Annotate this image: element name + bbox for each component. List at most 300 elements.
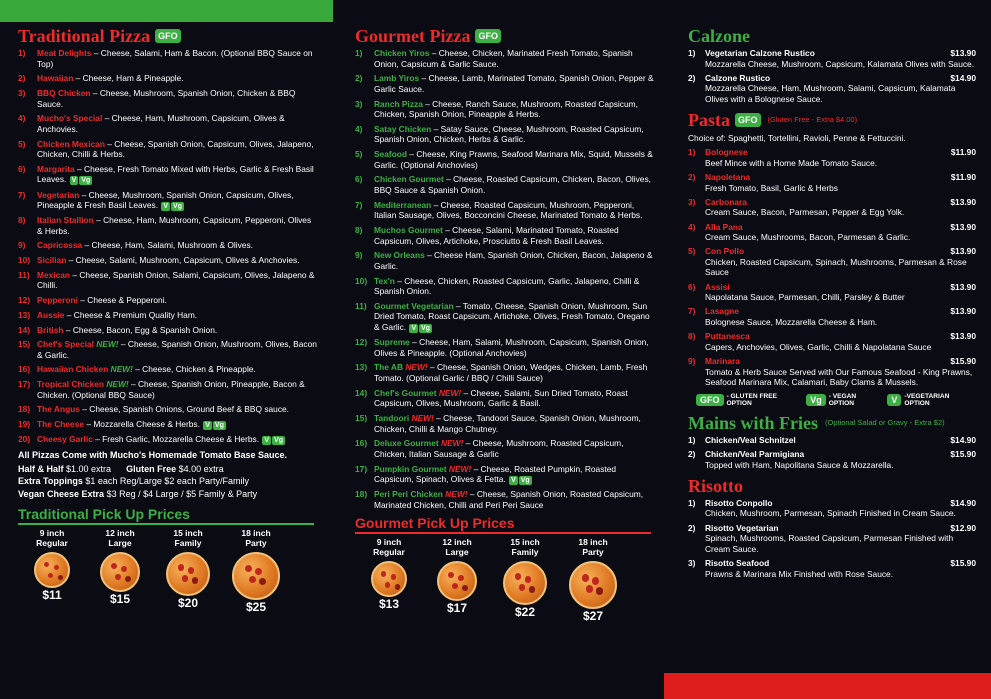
item-description: – Cheese, Spanish Onion, Roasted Capsicum, Marinated Chicken, Chilli and Peri Peri Sauce: [374, 489, 644, 510]
item-number: 10): [18, 255, 31, 266]
item-name: Sicilian: [37, 255, 67, 266]
item-number: 2): [18, 73, 26, 84]
traditional-pickup: [18, 505, 318, 615]
item-description: Topped with Ham, Napolitana Sauce & Mozzarella.: [705, 459, 894, 470]
item-body: [37, 88, 318, 109]
size-option: [423, 537, 491, 621]
item-number: 6): [355, 174, 363, 185]
item-description: – Cheese, Roasted Capsicum, Mushroom, Pepperoni, Italian Sausage, Olives, Bocconcini Cheese, Marinated Tomato & Herbs.: [374, 199, 643, 221]
item-number: 5): [355, 149, 363, 160]
item-body: [37, 310, 197, 321]
vegetarian-badge: V: [264, 437, 270, 445]
half-price: $1.00 extra: [66, 463, 112, 474]
item-price: $14.90: [950, 497, 976, 508]
item-description: – Cheese, Spanish Onion, Salami, Capsicum, Olives, Jalapeno & Chilli.: [37, 269, 315, 291]
size-inch: 18 inch: [578, 537, 608, 548]
menu-item: [688, 558, 976, 579]
menu-item: [18, 164, 318, 186]
item-name: Marinara: [705, 356, 740, 366]
item-name: Vegetarian Calzone Rustico: [705, 48, 815, 58]
size-option: [491, 537, 559, 621]
menu-item: [688, 172, 976, 193]
item-name: Ranch Pizza: [374, 98, 423, 109]
item-number: 1): [688, 434, 696, 445]
item-price: $15.90: [950, 356, 976, 366]
item-number: 4): [688, 221, 696, 232]
item-body: [37, 73, 184, 84]
item-number: 4): [18, 113, 26, 124]
menu-item: [18, 270, 318, 291]
vegan-cheese-line: [18, 488, 318, 501]
new-tag: NEW!: [411, 412, 434, 423]
item-description: – Cheese, Fresh Tomato Mixed with Herbs, Garlic & Fresh Basil Leaves.: [37, 163, 314, 185]
item-description: Capers, Anchovies, Olives, Garlic, Chilli & Napolatana Sauce: [705, 341, 932, 352]
item-description: – Cheese Ham, Spanish Onion, Chicken, Bacon, Jalapeno & Garlic.: [374, 250, 653, 271]
size-price: $11: [42, 588, 62, 603]
item-description: Mozzarella Cheese, Mushroom, Capsicum, Kalamata Olives with Sauce.: [705, 58, 975, 69]
mains-title: [688, 411, 976, 435]
item-description: Prawns & Marinara Mix Finished with Rose Sauce.: [705, 568, 894, 579]
menu-item: [18, 325, 318, 336]
item-number: 3): [18, 87, 26, 98]
item-name: Puttanesca: [705, 331, 750, 342]
size-inch: 9 inch: [376, 537, 402, 548]
item-body: [37, 190, 318, 212]
menu-item: [18, 190, 318, 212]
item-body: [705, 331, 976, 352]
item-number: 6): [18, 163, 26, 174]
item-name: Mexican: [37, 269, 71, 280]
size-price: $13: [378, 597, 400, 612]
item-number: 16): [355, 438, 368, 449]
size-price: $22: [514, 605, 536, 620]
calzone-list: [688, 48, 976, 105]
pizza-icon: [34, 552, 70, 588]
item-description: Napolatana Sauce, Parmesan, Chilli, Parsley & Butter: [705, 292, 905, 303]
item-body: [705, 172, 976, 193]
item-number: 15): [355, 412, 368, 423]
extra-price: $1 each Reg/Large $2 each Party/Family: [85, 476, 249, 487]
item-name: Cheesy Garlic: [37, 434, 93, 445]
item-description: – Cheese, Spanish Onion, Capsicum, Olives, Jalapeno, Chicken, Chilli & Herbs.: [37, 138, 314, 160]
menu-item: [18, 113, 318, 134]
item-description: – Cheese, Chicken, Roasted Capsicum, Garlic, Jalapeno, Chilli & Spanish Onion.: [374, 275, 640, 297]
menu-item: [355, 124, 655, 145]
new-tag: NEW!: [445, 489, 468, 500]
risotto-title: [688, 474, 976, 498]
item-body: [374, 464, 655, 486]
item-description: Cream Sauce, Bacon, Parmesan, Pepper & Egg Yolk.: [705, 207, 905, 218]
item-price: $13.90: [950, 331, 976, 342]
size-label: Party: [582, 547, 604, 558]
item-body: [374, 200, 655, 221]
item-name: Hawaiian: [37, 73, 74, 84]
item-number: 17): [18, 379, 31, 390]
item-description: – Cheese, Spanish Onions, Ground Beef & BBQ sauce.: [79, 404, 290, 415]
item-name: British: [37, 324, 64, 335]
item-description: Cream Sauce, Mushrooms, Bacon, Parmesan & Garlic.: [705, 232, 911, 243]
new-tag: NEW!: [405, 362, 428, 373]
item-number: 3): [688, 557, 696, 568]
item-name: Chef's Gourmet: [374, 387, 437, 398]
item-description: – Cheese, Ham, Salami, Mushroom, Capsicum, Spanish Onion, Olives & Pineapple. (Optional Anchovies): [374, 337, 649, 358]
item-number: 1): [688, 48, 696, 58]
mains-list: [688, 435, 976, 470]
item-name: Tandoori: [374, 412, 410, 423]
item-description: – Cheese, Salami, Marinated Tomato, Roasted Capsicum, Olives, Artichoke, Prosciutto & Fresh Basil Leaves.: [374, 224, 619, 246]
item-body: [374, 301, 655, 333]
gfo-badge: GFO: [475, 29, 501, 43]
vegetarian-badge: V: [163, 203, 169, 211]
base-note: All Pizzas Come with Mucho's Homemade Tomato Base Sauce.: [18, 450, 288, 461]
item-price: $13.90: [950, 196, 976, 207]
traditional-list: [18, 48, 318, 445]
item-price: $13.90: [950, 48, 976, 58]
item-head: [705, 306, 976, 317]
menu-item: [18, 139, 318, 160]
item-number: 1): [688, 497, 696, 508]
item-number: 11): [18, 269, 30, 280]
item-number: 1): [355, 48, 363, 58]
size-option: [355, 537, 423, 621]
item-number: 1): [688, 147, 696, 158]
menu-item: [355, 200, 655, 221]
item-body: [37, 240, 253, 251]
menu-item: [355, 174, 655, 195]
item-name: The Angus: [37, 404, 80, 415]
item-price: $13.90: [950, 221, 976, 232]
size-option: [86, 528, 154, 612]
size-option: [222, 528, 290, 615]
item-description: – Tomato, Cheese, Spanish Onion, Mushroom, Sun Dried Tomato, Roast Capsicum, Artichoke, Olives, Fresh Tomato, Oregano & Garlic.: [374, 300, 650, 332]
pizza-icon: [437, 561, 477, 601]
item-number: 10): [355, 275, 368, 286]
traditional-title-text: Traditional Pizza: [18, 26, 151, 46]
menu-item: [355, 149, 655, 170]
item-description: – Cheese, Ranch Sauce, Mushroom, Roasted Capsicum, Chicken, Spanish Onion, Pineapple & Herbs.: [374, 98, 638, 120]
item-name: Chicken Gourmet: [374, 174, 444, 185]
item-body: [705, 246, 976, 278]
gourmet-title: [355, 24, 655, 48]
menu-item: [18, 404, 318, 415]
item-description: – Cheese, Ham, Mushroom, Capsicum, Pepperoni, Olives & Herbs.: [37, 215, 312, 236]
vegetarian-badge: V: [411, 325, 417, 332]
item-body: [374, 362, 655, 383]
item-number: 2): [688, 171, 696, 182]
item-number: 13): [18, 309, 31, 320]
traditional-pickup-title: Traditional Pick Up Prices: [18, 506, 190, 523]
item-name: Deluxe Gourmet: [374, 438, 439, 449]
item-head: [705, 523, 976, 534]
menu-item: [688, 48, 976, 69]
size-option: [559, 537, 627, 624]
item-number: 18): [355, 489, 368, 500]
item-body: [374, 48, 655, 69]
size-price: $17: [446, 601, 468, 616]
vegan-badge: Vg: [81, 177, 91, 185]
item-description: Fresh Tomato, Basil, Garlic & Herbs: [705, 182, 838, 193]
item-name: Risotto Conpollo: [705, 497, 773, 508]
gfo-badge: GFO: [735, 113, 761, 127]
item-description: – Cheese, Mushroom, Roasted Capsicum, Chicken, Italian Sausage & Garlic: [374, 438, 624, 459]
item-body: [374, 276, 655, 297]
extra-label: Extra Toppings: [18, 476, 83, 487]
menu-item: [18, 364, 318, 375]
item-head: [705, 498, 976, 509]
size-inch: 9 inch: [39, 528, 65, 539]
item-name: Mediterranean: [374, 199, 432, 210]
item-number: 8): [355, 224, 363, 235]
menu-item: [355, 276, 655, 297]
item-name: Italian Stallion: [37, 215, 94, 226]
item-body: [705, 147, 976, 168]
item-name: Muchos Gourmet: [374, 224, 443, 235]
gfo-legend-text: - GLUTEN FREE OPTION: [726, 392, 778, 407]
item-description: – Cheese, Ham, Mushroom, Capsicum, Olives & Anchovies.: [37, 113, 285, 134]
bottom-red-bar: [664, 673, 991, 699]
item-body: [37, 419, 226, 430]
new-tag: NEW!: [110, 364, 133, 375]
vegan-label: Vegan Cheese Extra: [18, 488, 105, 499]
item-description: – Cheese, Ham, Salami, Mushroom & Olives.: [82, 240, 253, 251]
item-body: [705, 523, 976, 555]
risotto-list: [688, 498, 976, 579]
item-head: [705, 356, 976, 367]
mains-note: (Optional Salad or Gravy - Extra $2): [825, 417, 945, 427]
pasta-title: [688, 108, 976, 132]
item-head: [705, 449, 976, 460]
item-name: Lamb Yiros: [374, 73, 420, 84]
menu-item: [688, 331, 976, 352]
vegetarian-badge: V: [205, 422, 210, 430]
vegetarian-badge: V: [71, 177, 77, 185]
item-head: [705, 48, 976, 59]
gourmet-sizes: [355, 537, 655, 624]
size-label: Large: [445, 547, 469, 558]
menu-item: [355, 464, 655, 486]
menu-item: [688, 73, 976, 105]
item-body: [374, 99, 655, 120]
pizza-icon: [503, 561, 547, 605]
new-tag: NEW!: [448, 463, 472, 474]
item-name: Peri Peri Chicken: [374, 489, 443, 500]
size-option: [18, 528, 86, 612]
menu-item: [355, 388, 655, 409]
pasta-note: (Gluten Free - Extra $4.00): [767, 115, 858, 125]
menu-item: [18, 339, 318, 360]
gourmet-list: [355, 48, 655, 510]
vegan-badge: Vg: [274, 437, 283, 445]
menu-item: [688, 435, 976, 446]
item-name: Satay Chicken: [374, 123, 432, 134]
item-description: Mozzarella Cheese, Ham, Mushroom, Salami, Capsicum, Kalamata Olives with a Bolognese Sauce.: [705, 83, 956, 104]
gluten-price: $4.00 extra: [178, 463, 224, 474]
item-number: 4): [355, 123, 363, 134]
gourmet-title-text: Gourmet Pizza: [355, 26, 471, 46]
item-number: 9): [18, 240, 26, 251]
item-head: [705, 73, 976, 84]
item-number: 7): [18, 189, 26, 200]
item-description: – Mozzarella Cheese & Herbs.: [84, 419, 200, 430]
item-head: [705, 331, 976, 342]
item-number: 11): [355, 300, 367, 311]
size-inch: 15 inch: [510, 537, 540, 548]
item-body: [374, 337, 655, 358]
new-tag: NEW!: [96, 339, 119, 350]
item-head: [705, 282, 976, 293]
item-name: Chef's Special: [37, 339, 94, 350]
item-body: [37, 255, 300, 266]
item-body: [37, 270, 318, 291]
top-green-bar: [0, 0, 333, 22]
traditional-title: [18, 24, 318, 48]
menu-item: [688, 449, 976, 470]
item-body: [37, 164, 318, 186]
item-description: Spinach, Mushrooms, Roasted Capsicum, Parmesan Finished with Cream Sauce.: [705, 533, 954, 554]
menu-item: [355, 225, 655, 246]
diet-legend: [696, 393, 976, 407]
item-description: – Cheese, Salami, Mushroom, Capsicum, Olives & Anchovies.: [66, 255, 300, 266]
item-name: Risotto Seafood: [705, 557, 770, 568]
item-number: 5): [18, 138, 26, 149]
menu-item: [18, 240, 318, 251]
item-head: [705, 222, 976, 233]
pizza-icon: [569, 561, 617, 609]
gourmet-pickup: [355, 514, 655, 624]
item-number: 12): [355, 337, 368, 348]
item-description: – Cheese, Chicken & Pineapple.: [132, 364, 256, 375]
item-number: 15): [18, 339, 31, 350]
risotto-title-text: Risotto: [688, 475, 743, 496]
menu-item: [688, 147, 976, 168]
menu-item: [18, 379, 318, 400]
item-description: – Cheese, Mushroom, Spanish Onion, Chicken & BBQ Sauce.: [37, 87, 296, 109]
item-name: Margarita: [37, 163, 75, 174]
item-number: 7): [688, 306, 696, 317]
traditional-column: [18, 24, 318, 615]
item-number: 3): [688, 196, 696, 207]
item-description: – Fresh Garlic, Mozzarella Cheese & Herbs.: [92, 434, 260, 445]
item-description: Tomato & Herb Sauce Served with Our Famous Seafood - King Prawns, Seafood Marinara Mix, Calamari, Baby Clams & Mussels.: [705, 366, 973, 388]
half-gluten-line: [18, 463, 318, 476]
menu-item: [18, 88, 318, 109]
menu-item: [18, 419, 318, 430]
item-body: [37, 364, 256, 375]
item-number: 8): [688, 331, 696, 342]
item-number: 9): [355, 250, 363, 261]
right-column: [688, 24, 976, 583]
size-option: [154, 528, 222, 612]
item-name: Aussie: [37, 309, 65, 320]
menu-item: [18, 310, 318, 321]
vegan-badge: Vg: [214, 422, 224, 430]
vegan-price: $3 Reg / $4 Large / $5 Family & Party: [106, 488, 258, 499]
item-body: [705, 222, 976, 243]
vegan-badge: Vg: [520, 477, 530, 485]
item-name: Bolognese: [705, 147, 748, 158]
menu-item: [688, 523, 976, 555]
item-body: [37, 404, 289, 415]
item-body: [37, 113, 318, 134]
item-description: – Cheese, King Prawns, Seafood Marinara Mix, Squid, Mussels & Garlic. (Optional Anchovies): [374, 149, 653, 170]
menu-item: [355, 438, 655, 459]
item-description: Bolognese Sauce, Mozzarella Cheese & Ham.: [705, 317, 878, 328]
menu-item: [355, 301, 655, 333]
size-inch: 15 inch: [173, 528, 203, 539]
item-name: Pumpkin Gourmet: [374, 463, 447, 474]
item-number: 13): [355, 362, 368, 373]
item-number: 2): [688, 72, 696, 83]
item-name: Calzone Rustico: [705, 72, 771, 83]
item-name: Lasagne: [705, 306, 739, 317]
size-price: $20: [177, 596, 199, 611]
item-number: 3): [355, 98, 363, 109]
vegetarian-badge: V: [511, 477, 516, 485]
menu-item: [688, 282, 976, 303]
gourmet-pickup-rule: [355, 532, 651, 534]
item-description: – Cheese & Pepperoni.: [77, 295, 167, 306]
item-body: [705, 356, 976, 388]
item-name: Risotto Vegetarian: [705, 522, 779, 533]
menu-item: [355, 362, 655, 383]
gfo-badge: GFO: [155, 29, 181, 43]
item-description: – Cheese, Salami, Sun Dried Tomato, Roast Capsicum, Olives, Mushroom, Garlic & Basil.: [374, 387, 628, 409]
item-head: [705, 558, 976, 569]
item-price: $14.90: [950, 434, 976, 445]
menu-item: [355, 73, 655, 94]
item-description: – Cheese, Chicken, Marinated Fresh Tomato, Spanish Onion, Capsicum & Garlic Sauce.: [374, 48, 633, 69]
menu-item: [355, 99, 655, 120]
item-body: [37, 379, 318, 400]
item-description: – Cheese, Salami, Ham & Bacon. (Optional BBQ Sauce on Top): [37, 48, 313, 69]
new-tag: NEW!: [438, 387, 462, 398]
menu-item: [18, 295, 318, 306]
item-number: 12): [18, 295, 31, 306]
item-price: $11.90: [950, 171, 976, 182]
item-name: Alla Pana: [705, 221, 743, 232]
item-number: 2): [688, 448, 696, 459]
item-number: 8): [18, 215, 26, 226]
item-description: – Cheese, Mushroom, Spanish Onion, Capsicum, Olives, Pineapple & Fresh Basil Leaves.: [37, 189, 294, 211]
item-body: [37, 339, 318, 360]
item-description: – Cheese, Lamb, Marinated Tomato, Spanish Onion, Pepper & Garlic Sauce.: [374, 73, 654, 94]
item-head: [705, 435, 976, 446]
item-number: 14): [18, 324, 31, 335]
menu-item: [688, 356, 976, 388]
item-body: [374, 438, 655, 459]
vegetarian-legend-badge: V: [887, 394, 901, 406]
item-body: [374, 250, 655, 271]
item-number: 19): [18, 419, 31, 430]
item-body: [705, 306, 976, 327]
item-description: – Cheese, Ham & Pineapple.: [73, 73, 184, 84]
item-name: Supreme: [374, 337, 410, 348]
item-number: 9): [688, 356, 696, 366]
item-number: 2): [688, 522, 696, 533]
item-name: Gourmet Vegetarian: [374, 300, 454, 311]
half-label: Half & Half: [18, 463, 64, 474]
item-price: $13.90: [950, 306, 976, 317]
pizza-icon: [100, 552, 140, 592]
item-price: $11.90: [950, 147, 976, 158]
vegan-legend-badge: Vg: [806, 394, 826, 406]
gfo-legend-badge: GFO: [696, 394, 724, 406]
item-description: – Cheese, Spanish Onion, Wedges, Chicken, Lamb, Fresh Tomato. (Optional Garlic / BBQ / Chilli Sauce): [374, 362, 648, 383]
item-number: 14): [355, 387, 368, 398]
menu-item: [18, 215, 318, 236]
item-body: [705, 73, 976, 105]
vegan-badge: Vg: [421, 325, 431, 332]
